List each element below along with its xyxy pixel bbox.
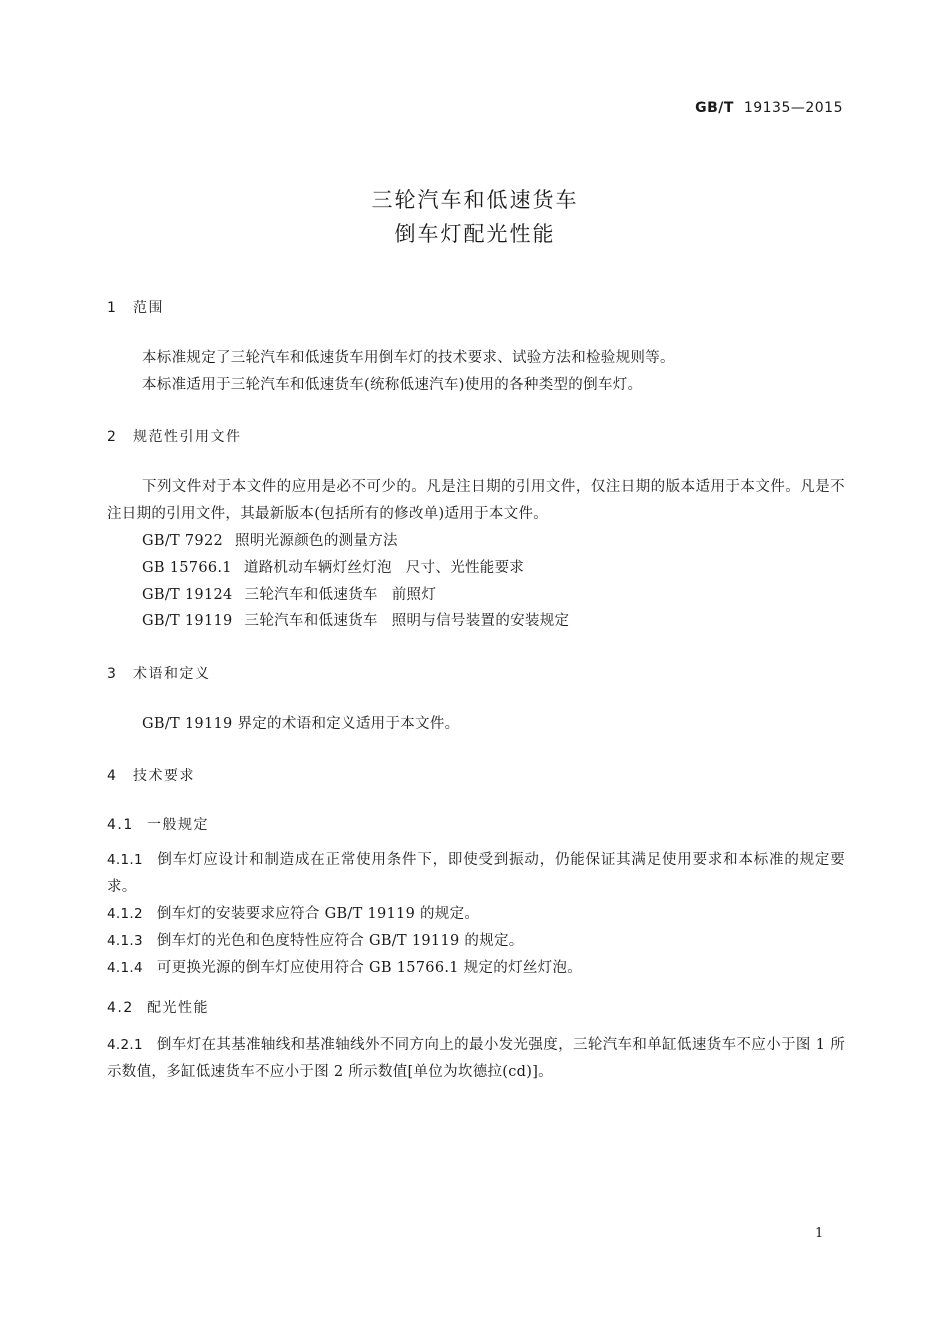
subsection-title: 一般规定: [147, 817, 209, 833]
clause-4-1-4: [107, 955, 845, 982]
reference-title: 三轮汽车和低速货车: [244, 613, 378, 629]
clause-number: 4.1.1: [107, 852, 143, 868]
reference-item: [142, 556, 524, 577]
section-title: 术语和定义: [133, 666, 211, 682]
document-title-line1: 三轮汽车和低速货车: [371, 188, 579, 212]
section-number: 4: [107, 768, 118, 784]
clause-number: 4.1.4: [107, 960, 143, 976]
section-3-heading: [107, 663, 211, 683]
standard-number: 19135—2015: [743, 100, 843, 116]
clause-text: 可更换光源的倒车灯应使用符合 GB 15766.1 规定的灯丝灯泡。: [156, 960, 583, 976]
section-1-para-1: 本标准规定了三轮汽车和低速货车用倒车灯的技术要求、试验方法和检验规则等。: [142, 350, 675, 366]
reference-title: 道路机动车辆灯丝灯泡: [243, 560, 392, 576]
section-number: 1: [107, 300, 118, 316]
reference-code: GB 15766.1: [142, 560, 232, 576]
section-number: 2: [107, 429, 118, 445]
clause-text: 倒车灯的光色和色度特性应符合 GB/T 19119 的规定。: [156, 933, 524, 949]
clause-4-1-3: [107, 928, 845, 955]
clause-number: 4.2.1: [107, 1037, 143, 1053]
reference-code: GB/T 19124: [142, 587, 233, 603]
section-title: 范围: [133, 300, 164, 316]
page-number: 1: [815, 1226, 824, 1241]
subsection-title: 配光性能: [147, 1000, 209, 1016]
reference-item: [142, 609, 569, 630]
section-2-heading: [107, 426, 242, 446]
reference-subtitle: 尺寸、光性能要求: [405, 560, 525, 576]
subsection-number: 4.2: [107, 1000, 134, 1016]
section-4-heading: [107, 765, 195, 785]
clause-text: 倒车灯在其基准轴线和基准轴线外不同方向上的最小发光强度，三轮汽车和单缸低速货车不应小于图 1 所示数值，多缸低速货车不应小于图 2 所示数值[单位为坎德拉(cd)]。: [107, 1037, 845, 1080]
subsection-4-1-heading: [107, 814, 209, 834]
clause-4-1-1: [107, 847, 845, 901]
document-title-line2: 倒车灯配光性能: [394, 222, 556, 246]
reference-subtitle: 前照灯: [391, 587, 437, 603]
clause-4-1-2: [107, 901, 845, 928]
clause-number: 4.1.2: [107, 906, 143, 922]
clause-number: 4.1.3: [107, 933, 143, 949]
section-3-para: GB/T 19119 界定的术语和定义适用于本文件。: [142, 716, 460, 732]
reference-code: GB/T 7922: [142, 533, 224, 549]
clause-text: 倒车灯的安装要求应符合 GB/T 19119 的规定。: [156, 906, 480, 922]
reference-item: [142, 529, 398, 550]
section-1-para-2: 本标准适用于三轮汽车和低速货车(统称低速汽车)使用的各种类型的倒车灯。: [142, 377, 643, 393]
standard-code: [695, 100, 843, 116]
reference-item: [142, 583, 436, 604]
reference-title: 照明光源颜色的测量方法: [235, 533, 398, 549]
reference-subtitle: 照明与信号装置的安装规定: [391, 613, 570, 629]
reference-title: 三轮汽车和低速货车: [244, 587, 378, 603]
clause-text: 倒车灯应设计和制造成在正常使用条件下，即使受到振动，仍能保证其满足使用要求和本标准的规定要求。: [107, 852, 845, 895]
reference-code: GB/T 19119: [142, 613, 233, 629]
section-1-heading: [107, 297, 164, 317]
standard-prefix: GB/T: [695, 100, 734, 116]
section-title: 技术要求: [133, 768, 195, 784]
subsection-number: 4.1: [107, 817, 134, 833]
subsection-4-2-heading: [107, 997, 209, 1017]
section-title: 规范性引用文件: [133, 429, 242, 445]
section-2-intro: 下列文件对于本文件的应用是必不可少的。凡是注日期的引用文件，仅注日期的版本适用于本文件。凡是不注日期的引用文件，其最新版本(包括所有的修改单)适用于本文件。: [107, 479, 845, 522]
section-number: 3: [107, 666, 118, 682]
clause-4-2-1: [107, 1032, 845, 1086]
